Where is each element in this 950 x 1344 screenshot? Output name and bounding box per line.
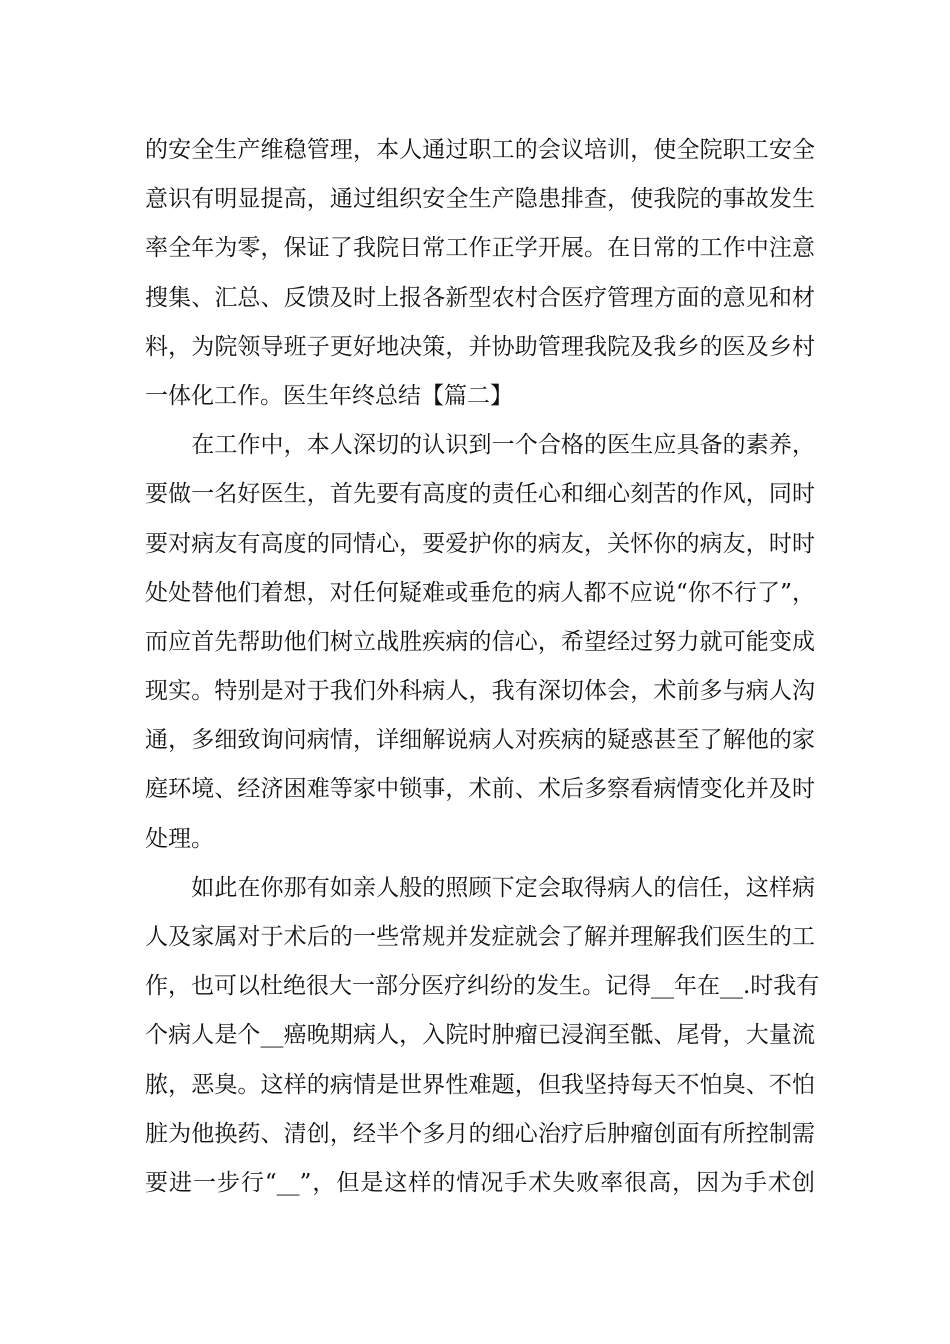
text-line-paragraph-start: 在工作中，本人深切的认识到一个合格的医生应具备的素养， bbox=[145, 432, 815, 459]
text-line: 人及家属对于术后的一些常规并发症就会了解并理解我们医生的工 bbox=[145, 924, 815, 950]
text-line: 脓，恶臭。这样的病情是世界性难题，但我坚持每天不怕臭、不怕 bbox=[145, 1071, 815, 1098]
text-line-section-heading: 一体化工作。医生年终总结【篇二】 bbox=[145, 382, 513, 409]
text-line-paragraph-end: 处理。 bbox=[145, 825, 214, 852]
text-line: 料，为院领导班子更好地决策，并协助管理我院及我乡的医及乡村 bbox=[145, 333, 815, 360]
text-line: 要做一名好医生，首先要有高度的责任心和细心刻苦的作风，同时 bbox=[145, 481, 815, 508]
text-line: 现实。特别是对于我们外科病人，我有深切体会，术前多与病人沟 bbox=[145, 678, 815, 705]
text-line: 要进一步行“__”，但是这样的情况手术失败率很高，因为手术创 bbox=[145, 1169, 815, 1196]
text-line: 要对病友有高度的同情心，要爱护你的病友，关怀你的病友，时时 bbox=[145, 530, 815, 557]
text-line: 意识有明显提高，通过组织安全生产隐患排查，使我院的事故发生 bbox=[145, 186, 815, 213]
text-line: 通，多细致询问病情，详细解说病人对疾病的疑惑甚至了解他的家 bbox=[145, 727, 815, 754]
text-line: 率全年为零，保证了我院日常工作正学开展。在日常的工作中注意 bbox=[145, 235, 815, 262]
text-line: 的安全生产维稳管理，本人通过职工的会议培训，使全院职工安全 bbox=[145, 137, 815, 163]
text-line: 庭环境、经济困难等家中锁事，术前、术后多察看病情变化并及时 bbox=[145, 776, 815, 803]
text-line-paragraph-start: 如此在你那有如亲人般的照顾下定会取得病人的信任，这样病 bbox=[145, 874, 815, 901]
text-line: 处处替他们着想，对任何疑难或垂危的病人都不应说“你不行了”， bbox=[145, 579, 815, 606]
text-line: 脏为他换药、清创，经半个多月的细心治疗后肿瘤创面有所控制需 bbox=[145, 1120, 815, 1147]
text-line: 作，也可以杜绝很大一部分医疗纠纷的发生。记得__年在__.时我有 bbox=[145, 973, 820, 1000]
text-line: 搜集、汇总、反馈及时上报各新型农村合医疗管理方面的意见和材 bbox=[145, 284, 815, 311]
text-line: 而应首先帮助他们树立战胜疾病的信心，希望经过努力就可能变成 bbox=[145, 628, 815, 655]
document-body bbox=[145, 126, 820, 1208]
text-line: 个病人是个__癌晚期病人，入院时肿瘤已浸润至骶、尾骨，大量流 bbox=[145, 1022, 815, 1049]
